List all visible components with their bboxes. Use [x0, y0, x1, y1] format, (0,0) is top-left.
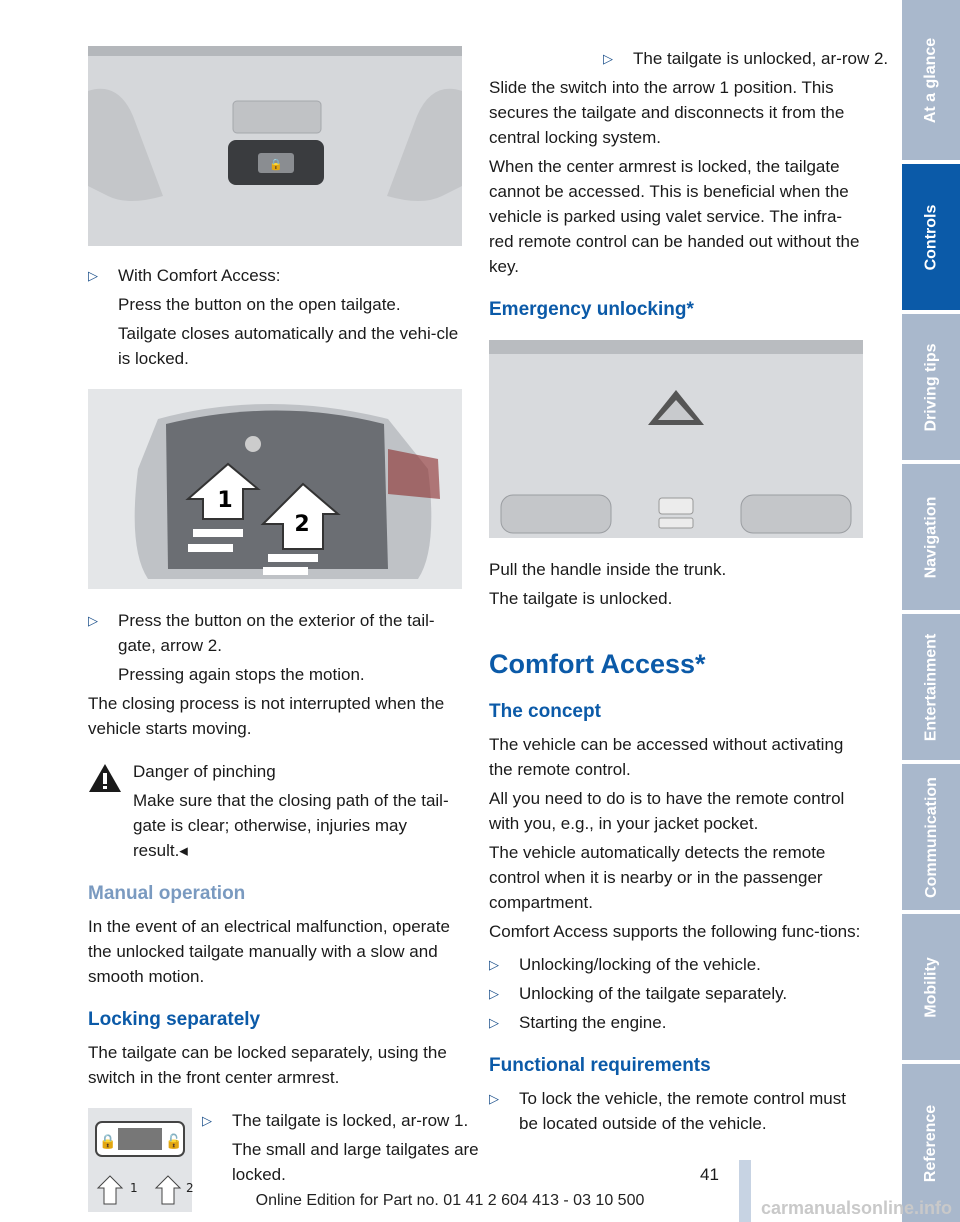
tab-at-a-glance[interactable] [902, 0, 960, 160]
right-column [489, 46, 889, 1140]
arrow-1-label: 1 [217, 488, 233, 513]
bullet-arrow-icon: ▷ [88, 613, 98, 628]
bullet-arrow-icon: ▷ [489, 986, 499, 1001]
tab-label: Controls [922, 204, 940, 270]
tab-mobility[interactable] [902, 914, 960, 1060]
function-list-item [489, 1010, 863, 1035]
tailgate-button-figure [88, 46, 462, 246]
functional-requirements-heading: Functional requirements [489, 1055, 711, 1076]
comfort-access-bullet [88, 263, 462, 371]
closing-paragraph: The closing process is not interrupted when the vehicle starts moving. [88, 694, 445, 738]
warning-body: Make sure that the closing path of the tail-gate is clear; otherwise, injuries may result.◂ [133, 791, 449, 860]
bullet-text: Pressing again stops the motion. [118, 665, 365, 684]
locking-separately-paragraph: The tailgate can be locked separately, using the switch in the front center armrest. [88, 1043, 447, 1087]
requirement-bullet [489, 1086, 863, 1136]
tab-label: Mobility [922, 956, 940, 1018]
bullet-arrow-icon: ▷ [88, 268, 98, 283]
left-column [88, 46, 479, 1218]
footer-text: Online Edition for Part no. 01 41 2 604 413 - 03 10 500 [255, 1192, 645, 1209]
exterior-button-bullet [88, 608, 462, 687]
bullet-text: Tailgate closes automatically and the vehi-cle is locked. [118, 324, 459, 368]
manual-operation-heading: Manual operation [88, 883, 246, 904]
tailgate-unlocked-paragraph: The tailgate is unlocked. [489, 589, 673, 608]
requirement-text: To lock the vehicle, the remote control must be located outside of the vehicle. [519, 1089, 846, 1133]
arrow-2-label: 2 [294, 512, 310, 537]
chapter-tabs [902, 0, 960, 1222]
function-text: Unlocking of the tailgate separately. [519, 984, 788, 1003]
tab-label: At a glance [922, 37, 940, 123]
car-rear-figure [88, 389, 462, 589]
concept-paragraph: The vehicle can be accessed without activating the remote control. [489, 735, 844, 779]
function-text: Starting the engine. [519, 1013, 667, 1032]
armrest-paragraph: When the center armrest is locked, the tailgate cannot be accessed. This is beneficial when the vehicle is parked using valet service. The infra-red remote control can be handed out without the key. [489, 157, 860, 276]
tab-controls[interactable] [902, 164, 960, 310]
emergency-unlocking-heading: Emergency unlocking* [489, 299, 694, 320]
svg-text:🔒: 🔒 [269, 158, 283, 171]
page-number: 41 [700, 1165, 719, 1184]
tab-communication[interactable] [902, 764, 960, 910]
bullet-text: Press the button on the open tailgate. [118, 295, 401, 314]
pull-handle-paragraph: Pull the handle inside the trunk. [489, 560, 727, 579]
svg-text:🔒: 🔒 [99, 1134, 117, 1150]
switch-arrow-2-label: 2 [186, 1181, 194, 1195]
function-list-item [489, 981, 863, 1006]
comfort-access-heading: Comfort Access* [489, 649, 706, 679]
bullet-arrow-icon: ▷ [489, 957, 499, 972]
bullet-arrow-icon: ▷ [603, 51, 613, 66]
tab-driving-tips[interactable] [902, 314, 960, 460]
switch-arrow-1-label: 1 [130, 1181, 138, 1195]
concept-paragraph: The vehicle automatically detects the remote control when it is nearby or in the passenger compartment. [489, 843, 826, 912]
warning-title: Danger of pinching [133, 762, 276, 781]
bullet-arrow-icon: ▷ [202, 1113, 212, 1128]
warning-triangle-icon [88, 763, 122, 793]
tab-entertainment[interactable] [902, 614, 960, 760]
locked-bullet [202, 1108, 492, 1187]
warning-block [88, 759, 462, 863]
locking-separately-heading: Locking separately [88, 1009, 261, 1030]
switch-paragraph: Slide the switch into the arrow 1 position. This secures the tailgate and disconnects it from the central locking system. [489, 78, 845, 147]
concept-heading: The concept [489, 701, 601, 722]
tab-label: Driving tips [922, 342, 940, 432]
bullet-title: The tailgate is locked, ar-row 1. [232, 1111, 469, 1130]
bullet-arrow-icon: ▷ [489, 1091, 499, 1106]
tab-label: Communication [922, 776, 940, 898]
function-list-item [489, 952, 863, 977]
concept-paragraph: All you need to do is to have the remote control with you, e.g., in your jacket pocket. [489, 789, 845, 833]
tab-navigation[interactable] [902, 464, 960, 610]
tab-label: Navigation [922, 496, 940, 578]
bullet-title: The tailgate is unlocked, ar-row 2. [633, 49, 889, 68]
svg-text:🔓: 🔓 [165, 1134, 183, 1150]
function-text: Unlocking/locking of the vehicle. [519, 955, 761, 974]
watermark: carmanualsonline.info [760, 1198, 952, 1218]
bullet-arrow-icon: ▷ [489, 1015, 499, 1030]
bullet-title: With Comfort Access: [118, 266, 281, 285]
bullet-text: The small and large tailgates are locked. [232, 1140, 479, 1184]
bullet-title: Press the button on the exterior of the tail-gate, arrow 2. [118, 611, 435, 655]
emergency-handle-figure [489, 340, 863, 538]
tab-label: Reference [922, 1104, 940, 1182]
tab-label: Entertainment [922, 633, 940, 741]
concept-paragraph: Comfort Access supports the following func-tions: [489, 922, 861, 941]
unlocked-bullet [603, 46, 893, 71]
manual-operation-paragraph: In the event of an electrical malfunction, operate the unlocked tailgate manually with a slow and smooth motion. [88, 917, 450, 986]
